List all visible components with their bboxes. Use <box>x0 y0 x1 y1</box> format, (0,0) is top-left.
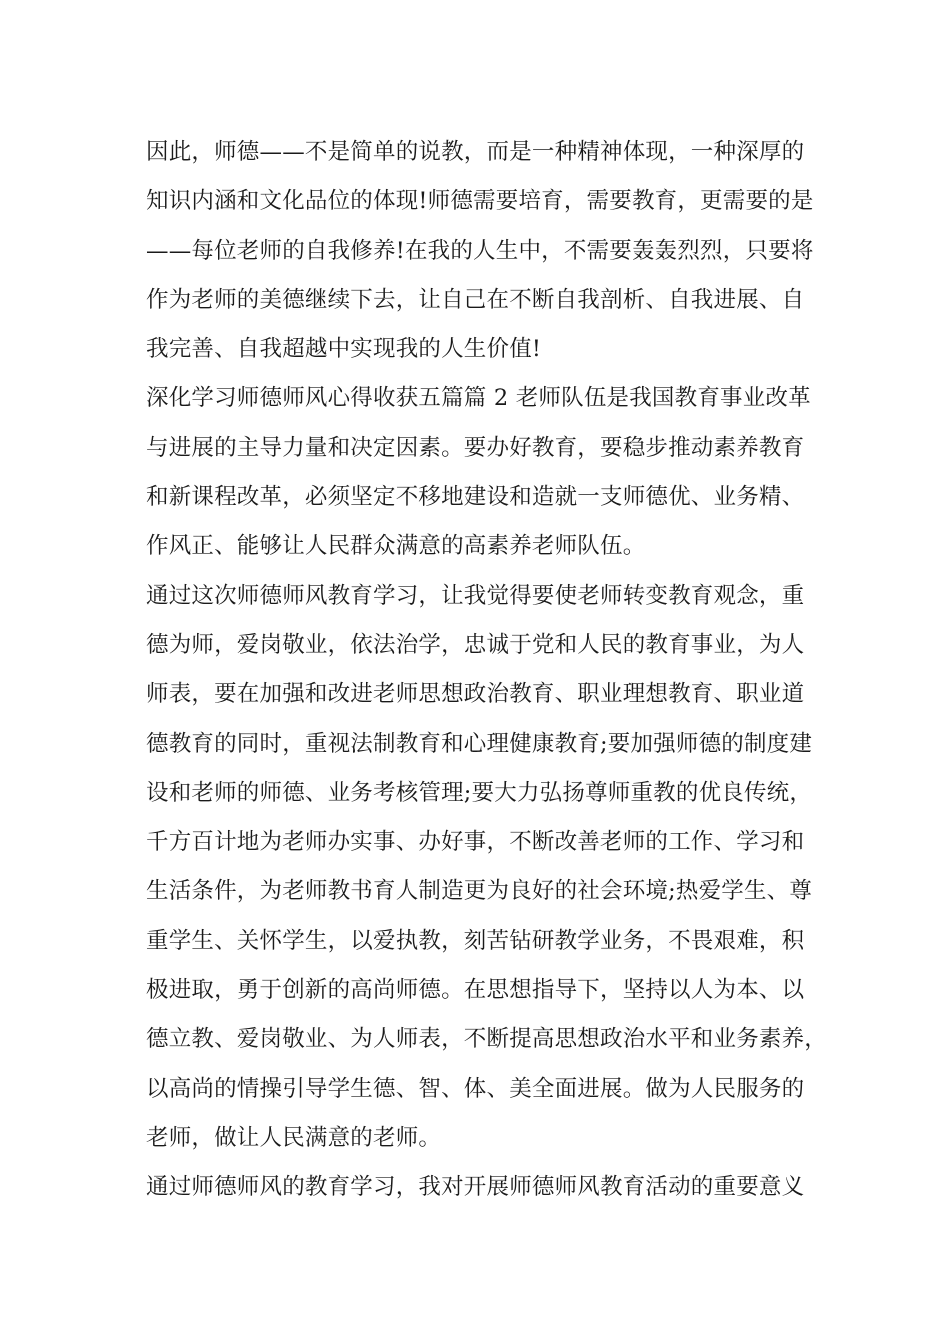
text-line: 与进展的主导力量和决定因素。要办好教育，要稳步推动素养教育 <box>146 434 805 461</box>
text-line: 深化学习师德师风心得收获五篇篇 2 老师队伍是我国教育事业改革 <box>146 385 811 412</box>
document-body <box>146 128 828 1213</box>
text-line: 作为老师的美德继续下去，让自己在不断自我剖析、自我进展、自 <box>146 286 805 313</box>
text-line: 老师，做让人民满意的老师。 <box>146 1124 442 1151</box>
text-line: 和新课程改革，必须坚定不移地建设和造就一支师德优、业务精、 <box>146 484 805 511</box>
text-line: 德为师，爱岗敬业，依法治学，忠诚于党和人民的教育事业，为人 <box>146 631 805 658</box>
text-line: 师表，要在加强和改进老师思想政治教育、职业理想教育、职业道 <box>146 681 805 708</box>
text-line: 通过这次师德师风教育学习，让我觉得要使老师转变教育观念，重 <box>146 582 805 609</box>
text-line: 知识内涵和文化品位的体现!师德需要培育，需要教育，更需要的是 <box>146 188 814 215</box>
text-line: 德立教、爱岗敬业、为人师表，不断提高思想政治水平和业务素养， <box>146 1026 828 1053</box>
text-line: 重学生、关怀学生，以爱执教，刻苦钻研教学业务，不畏艰难，积 <box>146 927 805 954</box>
text-line: 以高尚的情操引导学生德、智、体、美全面进展。做为人民服务的 <box>146 1075 805 1102</box>
text-line: 极进取，勇于创新的高尚师德。在思想指导下，坚持以人为本、以 <box>146 977 805 1004</box>
text-line: 德教育的同时，重视法制教育和心理健康教育;要加强师德的制度建 <box>146 730 813 757</box>
text-line: 通过师德师风的教育学习，我对开展师德师风教育活动的重要意义 <box>146 1174 805 1201</box>
text-line: 因此，师德——不是简单的说教，而是一种精神体现，一种深厚的 <box>146 139 805 165</box>
text-line: 千方百计地为老师办实事、办好事，不断改善老师的工作、学习和 <box>146 829 805 856</box>
text-line: 生活条件，为老师教书育人制造更为良好的社会环境;热爱学生、尊 <box>146 878 813 905</box>
text-line: ——每位老师的自我修养!在我的人生中，不需要轰轰烈烈，只要将 <box>146 237 814 264</box>
text-line: 我完善、自我超越中实现我的人生价值! <box>146 336 542 363</box>
text-line: 作风正、能够让人民群众满意的高素养老师队伍。 <box>146 533 646 560</box>
text-line: 设和老师的师德、业务考核管理;要大力弘扬尊师重教的优良传统， <box>146 779 813 806</box>
